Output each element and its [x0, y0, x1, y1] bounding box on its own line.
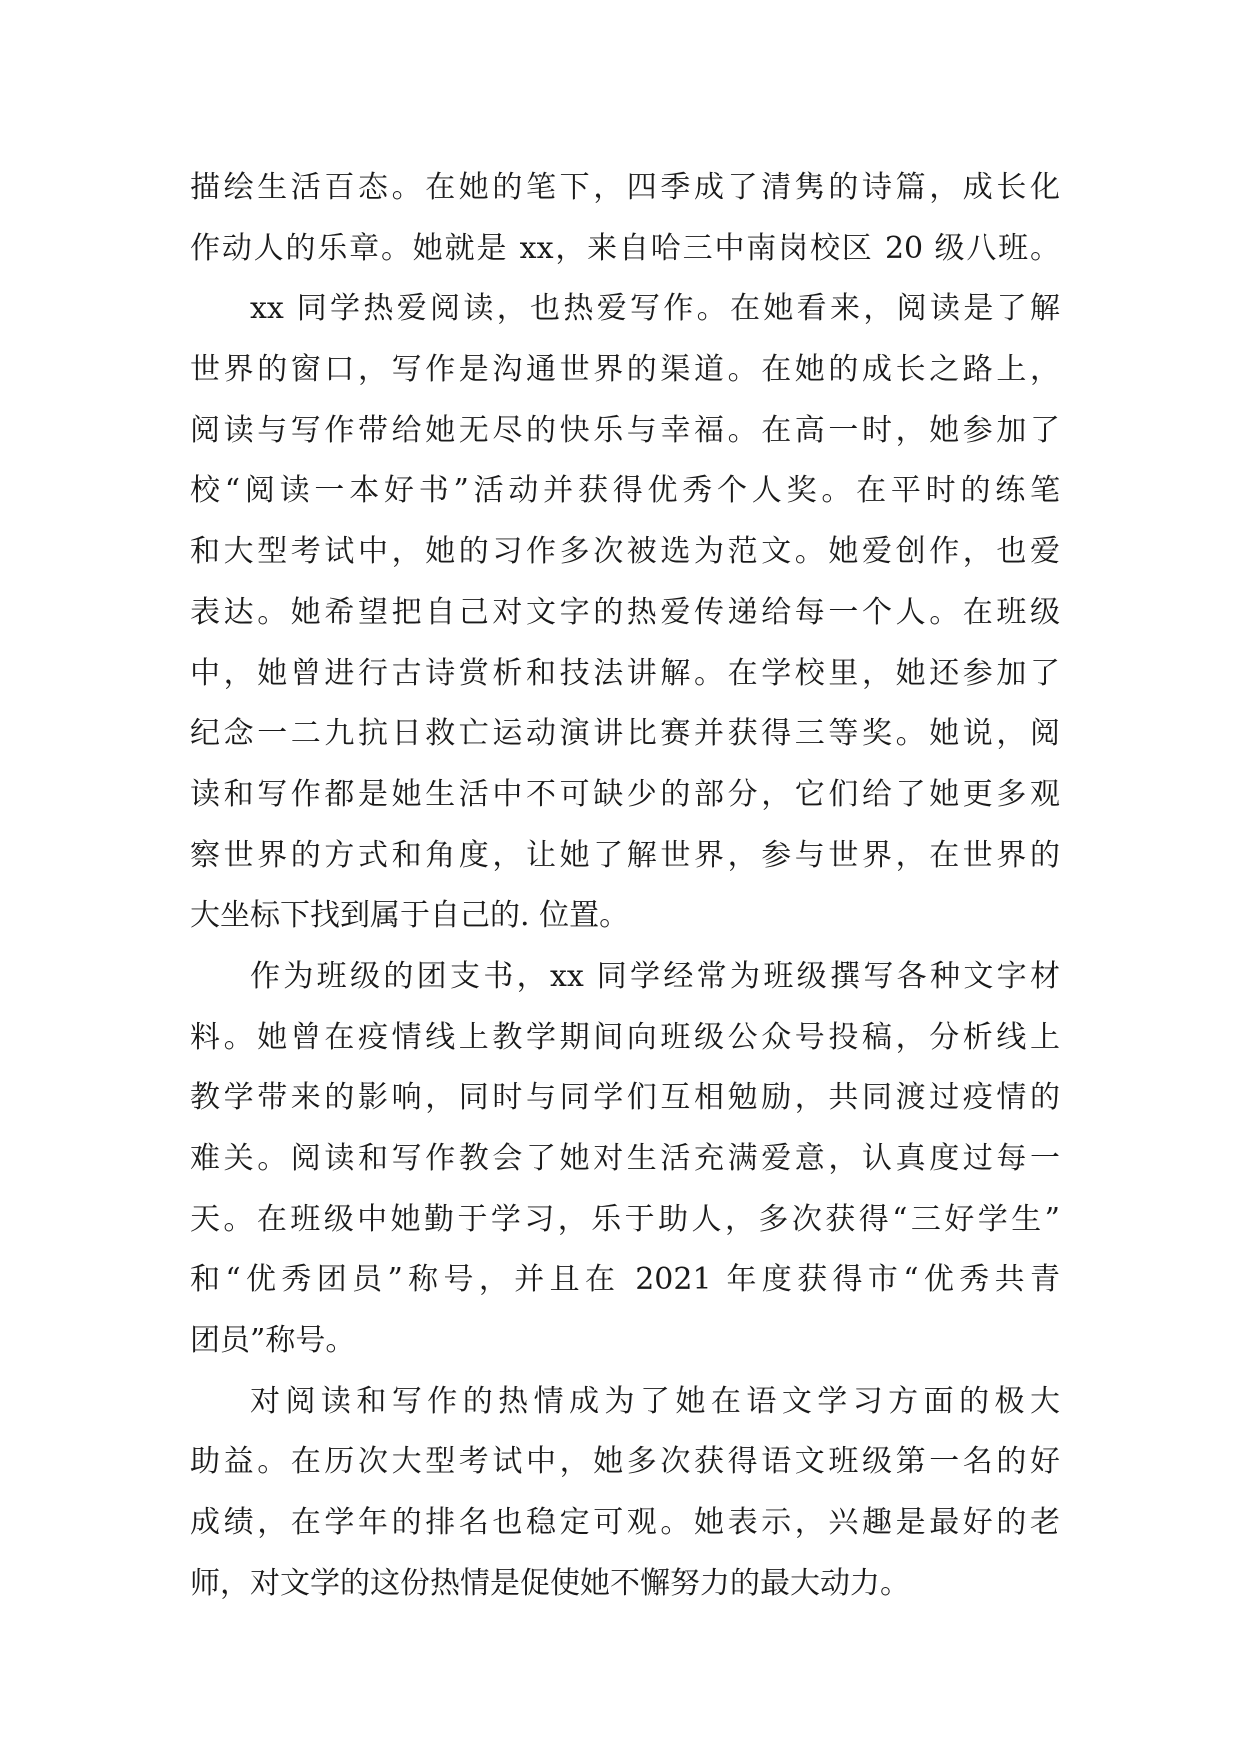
text-line: 和大型考试中，她的习作多次被选为范文。她爱创作，也爱	[190, 534, 1060, 570]
text-line: 成绩，在学年的排名也稳定可观。她表示，兴趣是最好的老	[190, 1505, 1060, 1541]
text-line: 读和写作都是她生活中不可缺少的部分，它们给了她更多观	[190, 776, 1060, 812]
text-line: 团员”称号。	[190, 1323, 356, 1359]
text-line: 师，对文学的这份热情是促使她不懈努力的最大动力。	[190, 1565, 910, 1601]
text-line: xx 同学热爱阅读，也热爱写作。在她看来，阅读是了解	[250, 291, 1060, 327]
text-line: 料。她曾在疫情线上教学期间向班级公众号投稿，分析线上	[190, 1019, 1060, 1055]
text-line: 天。在班级中她勤于学习，乐于助人，多次获得“三好学生”	[190, 1201, 1060, 1237]
text-line: 世界的窗口，写作是沟通世界的渠道。在她的成长之路上，	[190, 352, 1060, 388]
text-line: 难关。阅读和写作教会了她对生活充满爱意，认真度过每一	[190, 1141, 1060, 1176]
text-line: 察世界的方式和角度，让她了解世界，参与世界，在世界的	[190, 837, 1060, 873]
text-line: 表达。她希望把自己对文字的热爱传递给每一个人。在班级	[190, 594, 1060, 630]
text-line: 描绘生活百态。在她的笔下，四季成了清隽的诗篇，成长化	[190, 170, 1060, 205]
text-line: 作动人的乐章。她就是 xx，来自哈三中南岗校区 20 级八班。	[190, 230, 1060, 266]
text-line: 教学带来的影响，同时与同学们互相勉励，共同渡过疫情的	[190, 1080, 1060, 1116]
text-line: 阅读与写作带给她无尽的快乐与幸福。在高一时，她参加了	[190, 412, 1060, 448]
text-line: 校“阅读一本好书”活动并获得优秀个人奖。在平时的练笔	[190, 473, 1060, 509]
text-line: 作为班级的团支书，xx 同学经常为班级撰写各种文字材	[250, 958, 1060, 994]
text-line: 纪念一二九抗日救亡运动演讲比赛并获得三等奖。她说，阅	[190, 716, 1060, 752]
text-line: 中，她曾进行古诗赏析和技法讲解。在学校里，她还参加了	[190, 655, 1060, 691]
text-line: 和“优秀团员”称号，并且在 2021 年度获得市“优秀共青	[190, 1262, 1060, 1298]
text-line: 大坐标下找到属于自己的. 位置。	[190, 898, 630, 934]
text-line: 助益。在历次大型考试中，她多次获得语文班级第一名的好	[190, 1444, 1060, 1480]
document-body	[190, 158, 1060, 1615]
text-line: 对阅读和写作的热情成为了她在语文学习方面的极大	[250, 1383, 1060, 1419]
